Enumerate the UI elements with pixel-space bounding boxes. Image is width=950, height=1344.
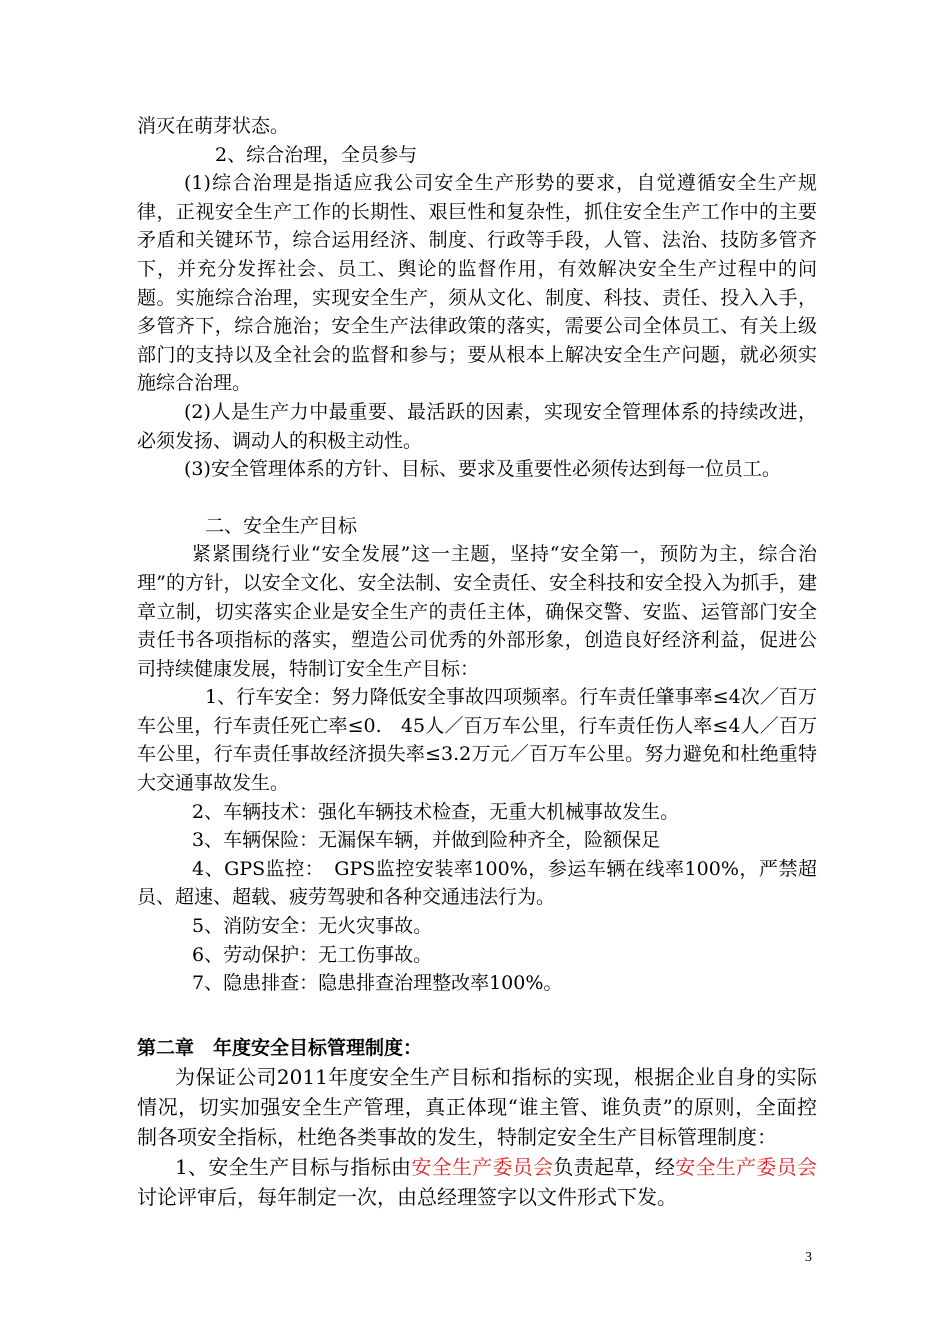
page-number: 3	[805, 1250, 812, 1265]
committee-highlight-2: 安全生产委员会	[675, 1155, 817, 1180]
rule-1-text-b: 负责起草，经	[553, 1155, 676, 1180]
chapter-heading: 第二章 年度安全目标管理制度：	[137, 1036, 423, 1059]
paragraph-rule-1	[137, 1152, 817, 1212]
paragraph-goals-intro: 紧紧围绕行业“安全发展”这一主题，坚持“安全第一，预防为主，综合治理”的方针，以安全文化、安全法制、安全责任、安全科技和安全投入为抓手，建章立制，切实落实企业是安全生产的责任主体，确保交警、安监、运管部门安全责任书各项指标的落实，塑造公司优秀的外部形象，创造良好经济利益，促进公司持续健康发展，特制订安全生产目标：	[137, 543, 817, 680]
rule-1-text-c: 讨论评审后，每年制定一次，由总经理签字以文件形式下发。	[137, 1185, 677, 1210]
committee-highlight-1: 安全生产委员会	[411, 1155, 554, 1180]
goal-fire-safety: 5、消防安全：无火灾事故。	[192, 915, 433, 938]
spacer	[137, 998, 817, 1034]
goal-vehicle-technology: 2、车辆技术：强化车辆技术检查，无重大机械事故发生。	[192, 800, 680, 823]
subheading-comprehensive-governance: 2、综合治理，全员参与	[215, 143, 418, 166]
rule-1-text-a: 1、安全生产目标与指标由	[175, 1155, 412, 1180]
paragraph-item-2: (2)人是生产力中最重要、最活跃的因素，实现安全管理体系的持续改进，必须发扬、调动人的积极主动性。	[137, 400, 817, 452]
paragraph-chapter-intro: 为保证公司2011年度安全生产目标和指标的实现，根据企业自身的实际情况，切实加强安全生产管理，真正体现“谁主管、谁负责”的原则，全面控制各项安全指标，杜绝各类事故的发生，特制定安全生产目标管理制度：	[137, 1065, 817, 1150]
paragraph-item-1: (1)综合治理是指适应我公司安全生产形势的要求，自觉遵循安全生产规律，正视安全生产工作的长期性、艰巨性和复杂性，抓住安全生产工作中的主要矛盾和关键环节，综合运用经济、制度、行政等手段，人管、法治、技防多管齐下，并充分发挥社会、员工、舆论的监督作用，有效解决安全生产过程中的问题。实施综合治理，实现安全生产，须从文化、制度、科技、责任、投入入手，多管齐下，综合施治；安全生产法律政策的落实，需要公司全体员工、有关上级部门的支持以及全社会的监督和参与；要从根本上解决安全生产问题，就必须实施综合治理。	[137, 172, 817, 395]
goal-labor-protection: 6、劳动保护：无工伤事故。	[192, 943, 433, 966]
paragraph-item-3: (3)安全管理体系的方针、目标、要求及重要性必须传达到每一位员工。	[184, 458, 781, 481]
spacer	[137, 484, 817, 512]
document-body	[137, 112, 817, 1212]
goal-vehicle-insurance: 3、车辆保险：无漏保车辆，并做到险种齐全，险额保足	[192, 829, 661, 852]
section-heading-safety-goals: 二、安全生产目标	[205, 514, 358, 537]
goal-driving-safety: 1、行车安全：努力降低安全事故四项频率。行车责任肇事率≤4次／百万车公里，行车责任死亡率≤0. 45人／百万车公里，行车责任伤人率≤4人／百万车公里，行车责任事故经济损失率≤3.2万元／百万车公里。努力避免和杜绝重特大交通事故发生。	[137, 686, 817, 795]
goal-gps-monitoring: 4、GPS监控： GPS监控安装率100%，参运车辆在线率100%，严禁超员、超速、超载、疲劳驾驶和各种交通违法行为。	[137, 857, 817, 909]
paragraph-continuation: 消灭在萌芽状态。	[137, 115, 290, 137]
goal-hazard-inspection: 7、隐患排查：隐患排查治理整改率100%。	[192, 972, 563, 995]
